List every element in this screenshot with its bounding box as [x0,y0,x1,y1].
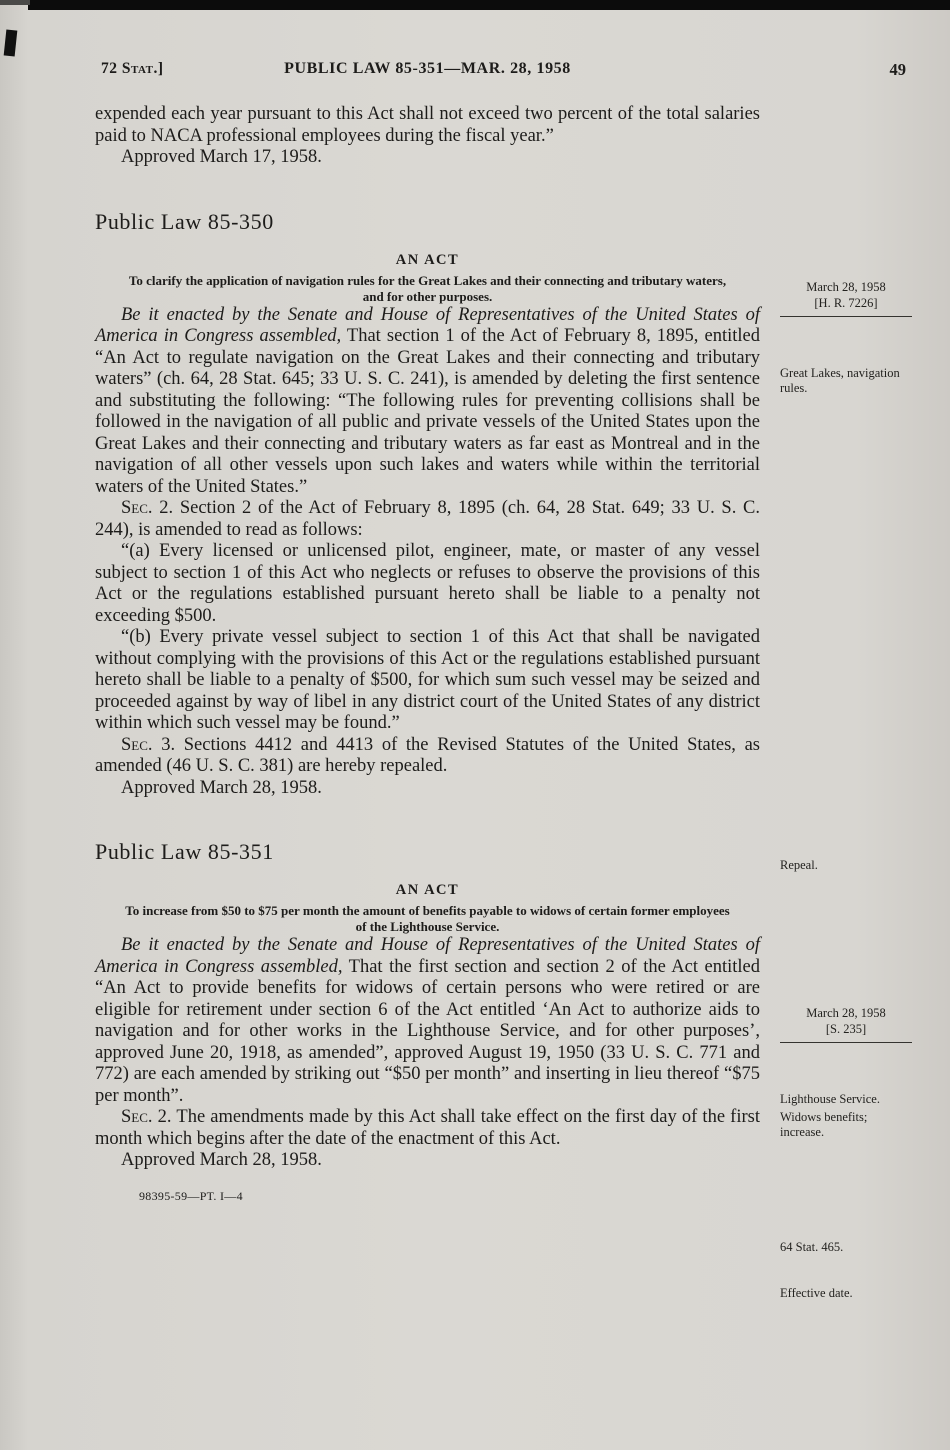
law-heading-85-351: Public Law 85-351 [95,839,274,864]
running-head-title: PUBLIC LAW 85-351—MAR. 28, 1958 [284,60,571,77]
scan-top-edge-corner [0,0,30,5]
scan-top-edge [28,0,950,10]
act-purpose-351: To increase from $50 to $75 per month the amount of benefits payable to widows of certain former employees of the Lighthouse Service. [125,903,730,934]
enacting-clause-350: Be it enacted by the Senate and House of Representatives of the United States of America in Congress assembled, [95,304,760,346]
section-2-label-350: Sec. 2. [121,498,174,518]
margin-bill-number-351: [S. 235] [825,1022,867,1036]
subsection-b-paragraph: “(b) Every private vessel subject to section 1 of this Act that shall be navigated without complying with the provisions of this Act or the regulations established pursuant hereto shall be liable to a penalty of $500, for which sum such vessel may be seized and proceeded against by way of libel in any district court of the United States of any district within which such vessel may be found.” [95,627,760,733]
section-3-label-350: Sec. 3. [121,734,176,755]
print-code: 98395-59—PT. I—4 [139,1188,243,1203]
margin-bill-note-351 [780,1006,912,1043]
text-column [95,104,760,1207]
margin-lighthouse-service: Lighthouse Service. [780,1092,880,1106]
subsection-a-paragraph: “(a) Every licensed or unlicensed pilot, engineer, mate, or master of any vessel subject to section 1 of this Act who neglects or refuses to observe the provisions of this Act or the regulations established pursuant hereto shall be liable to a penalty not exceeding $500. [95,541,760,626]
margin-note-repeal: Repeal. [780,858,818,872]
section-2-paragraph-350 [95,498,760,541]
an-act-heading-350: AN ACT [395,251,460,268]
section-3-text-350: Sections 4412 and 4413 of the Revised Statutes of the United States, as amended (46 U. S. C. 381) are hereby repealed. [95,734,760,776]
volume-stat-label: 72 Stat.] [101,60,164,77]
section-3-paragraph-350 [95,735,760,778]
section-2-text-350: Section 2 of the Act of February 8, 1895 (ch. 64, 28 Stat. 649; 33 U. S. C. 244), is amended to read as follows: [95,498,760,540]
margin-effective-date: Effective date. [780,1286,853,1300]
margin-topic-great-lakes: Great Lakes, navigation rules. [780,366,900,395]
approved-line-350: Approved March 28, 1958. [121,777,322,798]
margin-bill-number-350: [H. R. 7226] [814,296,878,310]
approved-line-prev-act: Approved March 17, 1958. [121,147,322,167]
section-1-text-350: That section 1 of the Act of February 8, 1895, entitled “An Act to regulate navigation on the Great Lakes and their connecting and tributary waters” (ch. 64, 28 Stat. 645; 33 U. S. C. 241), is amended by deleting the first sentence and substituting the following: “The following rules for preventing collisions shall be followed in the navigation of all public and private vessels of the United States upon the Great Lakes and their connecting and tributary waters as far east as Montreal and in the navigation of all other vessels upon such lakes and waters while within the territorial waters of the United States.” [95,326,760,497]
section-2-paragraph-351 [95,1107,760,1150]
section-2-label-351: Sec. 2. [121,1107,172,1127]
enacting-paragraph-350 [95,305,760,499]
enacting-clause-351: Be it enacted by the Senate and House of Representatives of the United States of America in Congress assembled, [95,935,760,977]
an-act-heading-351: AN ACT [395,882,460,898]
margin-note-lighthouse [780,1092,898,1140]
continuation-paragraph: expended each year pursuant to this Act shall not exceed two percent of the total salaries paid to NACA professional employees during the fiscal year.” [95,104,760,146]
running-head [95,60,760,78]
section-1-text-351: That the first section and section 2 of the Act entitled “An Act to provide benefits for widows of certain persons who were retired or are eligible for retirement under section 6 of the Act entitled ‘An Act to authorize aids to navigation and for other works in the Lighthouse Service, and for other purposes’, approved June 20, 1918, as amended”, approved August 19, 1950 (33 U. S. C. 771 and 772) are each amended by striking out “$50 per month” and inserting in lieu thereof “$75 per month”. [95,956,760,1106]
law-heading-85-350: Public Law 85-350 [95,208,274,234]
act-purpose-350: To clarify the application of navigation rules for the Great Lakes and their connecting and tributary waters, and for other purposes. [128,272,727,304]
enacting-paragraph-351 [95,935,760,1107]
margin-bill-note-350 [780,280,912,317]
approved-line-351: Approved March 28, 1958. [121,1150,322,1170]
section-2-text-351: The amendments made by this Act shall take effect on the first day of the first month which begins after the date of the enactment of this Act. [95,1107,760,1149]
margin-stat-citation: 64 Stat. 465. [780,1240,844,1254]
margin-date-351: March 28, 1958 [806,1006,886,1020]
scan-edge-mark [4,29,18,56]
margin-widows-benefits: Widows benefits; increase. [780,1110,868,1139]
margin-date-350: March 28, 1958 [806,280,886,294]
page-number: 49 [889,60,906,79]
